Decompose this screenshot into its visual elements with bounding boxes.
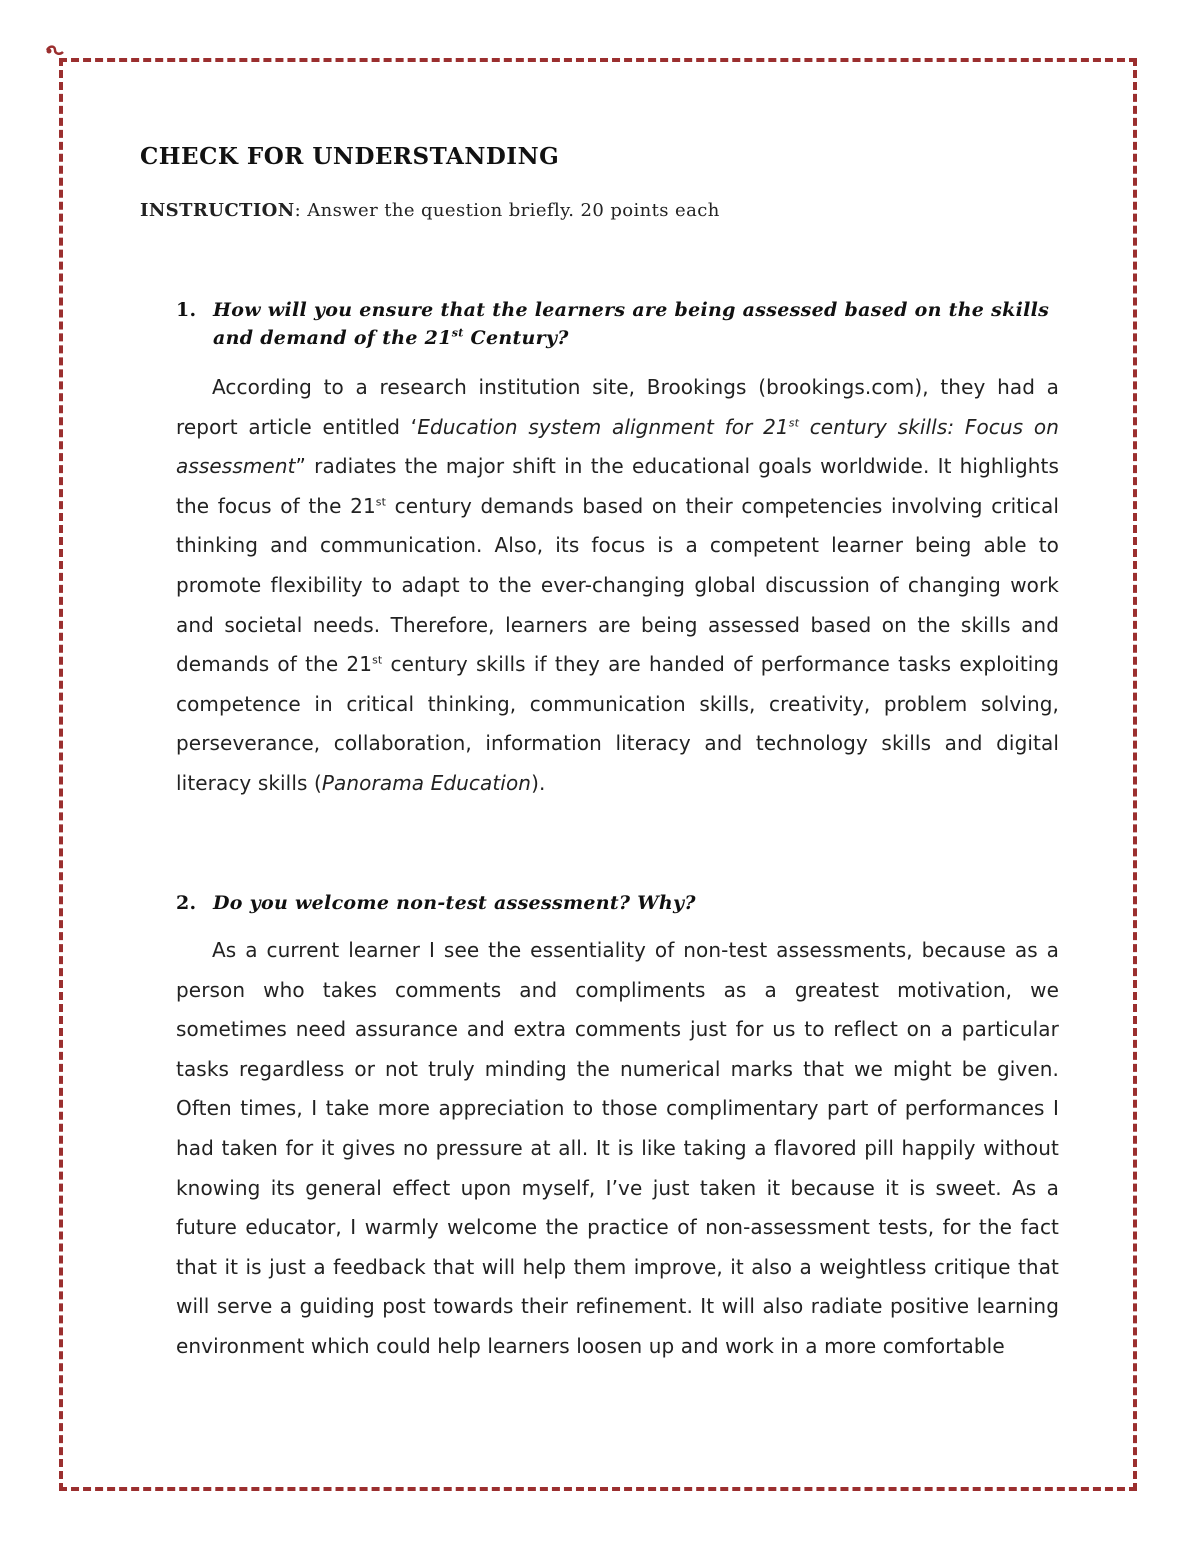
instruction-label: INSTRUCTION [140, 200, 295, 221]
question-1-text-a: How will you ensure that the learners are being assessed based on the skills and demand of the 21 [213, 299, 1050, 349]
answer-1-article-title: Education system alignment for 21 [417, 414, 789, 439]
question-2 [176, 889, 1056, 917]
question-2-text: Do you welcome non-test assessment? Why? [213, 892, 696, 914]
answer-1 [176, 368, 1059, 804]
question-1-number: 1. [176, 299, 197, 321]
question-2-number: 2. [176, 892, 197, 914]
answer-1-article-title-end: century skills: Focus on assessment [176, 414, 1059, 479]
question-1-text-b: Century? [463, 327, 569, 349]
corner-flourish-icon [44, 42, 66, 64]
question-1 [176, 296, 1056, 352]
question-1-text [176, 296, 1056, 352]
answer-1-part: century demands based on their competencies involving critical thinking and communication. Also, its focus is a competent learner being able to promote flexibility to adapt to the ever-changing global discussion of changing work and societal needs. Therefore, learners are being assessed based on the skills and demands of the 21 [176, 493, 1059, 677]
instruction-text: : Answer the question briefly. 20 points each [294, 200, 720, 221]
answer-1-part: ). [531, 770, 546, 795]
answer-1-part: According to a research institution site, Brookings (brookings.com), they had a report article entitled ‘ [176, 375, 1059, 439]
answer-1-sup: st [788, 415, 800, 429]
answer-1-part: century skills if they are handed of performance tasks exploiting competence in critical thinking, communication skills, creativity, problem solving, perseverance, collaboration, information literacy and technology skills and digital literacy skills ( [176, 652, 1059, 795]
question-1-sup: st [451, 326, 464, 340]
answer-1-part: ” radiates the major shift in the educational goals worldwide. It highlights the focus of the 21 [176, 454, 1059, 518]
answer-1-citation: Panorama Education [321, 770, 532, 795]
page-title: CHECK FOR UNDERSTANDING [140, 143, 560, 170]
answer-1-sup: st [372, 653, 383, 667]
instruction-line [140, 200, 720, 221]
answer-1-sup: st [375, 495, 387, 509]
answer-2: As a current learner I see the essentiality of non-test assessments, because as a person who takes comments and compliments as a greatest motivation, we sometimes need assurance and extra comments just for us to reflect on a particular tasks regardless or not truly minding the numerical marks that we might be given. Often times, I take more appreciation to those complimentary part of performances I had taken for it gives no pressure at all. It is like taking a flavored pill happily without knowing its general effect upon myself, I’ve just taken it because it is sweet. As a future educator, I warmly welcome the practice of non-assessment tests, for the fact that it is just a feedback that will help them improve, it also a weightless critique that will serve a guiding post towards their refinement. It will also radiate positive learning environment which could help learners loosen up and work in a more comfortable [176, 938, 1059, 1358]
